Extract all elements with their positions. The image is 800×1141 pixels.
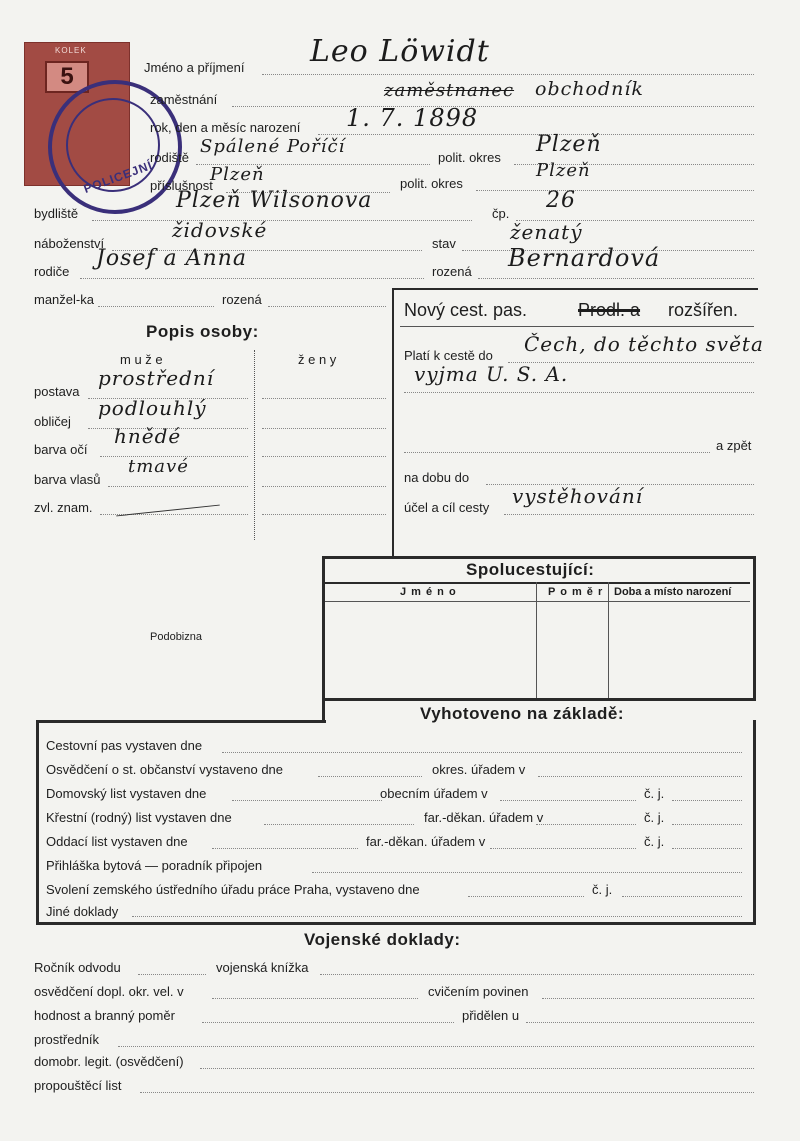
rocnik-line [138,974,206,975]
vyh-row-4b: far.-děkan. úřadem v [424,810,544,825]
vyh-line-2a [318,776,422,777]
barva-oci-label: barva očí [34,442,88,457]
barva-oci-line-zeny [262,456,386,457]
vyh-row-3c: č. j. [644,786,665,801]
seal-text: POLICEJNÍ [81,158,155,196]
rozena-label: rozená [432,264,472,279]
vyh-line-3c [672,800,742,801]
vyh-row-1: Cestovní pas vystaven dne [46,738,203,753]
spolu-col-pomer: P o m ě r [548,586,604,598]
vyh-row-5c: č. j. [644,834,665,849]
polit-okres-label-2: polit. okres [400,176,463,191]
vyh-line-5b [490,848,636,849]
zvl-znam-line-zeny [262,514,386,515]
postava-value: prostřední [98,366,215,390]
plati-value-2: vyjma U. S. A. [414,362,569,386]
polit-okres-value-1: Plzeň [536,132,602,157]
nabozenstvi-label: náboženství [34,236,105,251]
oblicej-value: podlouhlý [98,396,207,420]
barva-vlasu-value: tmavé [128,456,189,477]
rok-label: rok, den a měsíc narození [150,120,301,135]
vyhotoveno-title: Vyhotoveno na základě: [420,704,625,723]
ucel-value: vystěhování [512,484,644,508]
jmeno-value: Leo Löwidt [310,34,490,69]
pas-left-border [392,288,394,556]
prislusnost-value: Plzeň [210,164,265,185]
popis-divider [254,350,255,540]
postava-label: postava [34,384,80,399]
vyh-line-4b [536,824,636,825]
bydliste-line [92,220,472,221]
ucel-line [504,514,754,515]
rodice-line [80,278,424,279]
cvicenim-label: cvičením povinen [428,984,529,999]
pas-title-struck: Prodl. a [578,300,641,320]
pridelen-label: přidělen u [462,1008,520,1023]
rozena2-label: rozená [222,292,262,307]
vyh-row-4: Křestní (rodný) list vystaven dne [46,810,232,825]
pas-title-underline [400,326,754,327]
pas-title-a: Nový cest. pas. [404,300,528,320]
muze-label: m u ž e [120,352,163,367]
vyh-line-3b [500,800,636,801]
vyh-line-6 [312,872,742,873]
stamp-value: 5 [45,61,89,93]
vyh-line-4c [672,824,742,825]
polit-okres-line-2 [476,190,754,191]
domobr-label: domobr. legit. (osvědčení) [34,1054,184,1069]
vyh-line-3a [232,800,382,801]
hodnost-label: hodnost a branný poměr [34,1008,175,1023]
knizka-label: vojenská knížka [216,960,309,975]
cvicenim-line [542,998,754,999]
zamestnani-value: obchodník [535,78,644,100]
vyhotoveno-top-right [322,698,753,701]
zamestnani-line [232,106,754,107]
ucel-label: účel a cíl cesty [404,500,490,515]
vyh-line-8 [132,916,742,917]
osvedceni-label: osvědčení dopl. okr. vel. v [34,984,184,999]
vyh-row-2b: okres. úřadem v [432,762,526,777]
spolu-col-sep-2 [608,582,609,700]
rodiste-label: rodiště [150,150,190,165]
zamestnani-struck: zaměstnanec [384,80,515,101]
cp-value: 26 [546,188,576,213]
osvedceni-line [212,998,418,999]
vyh-row-8: Jiné doklady [46,904,119,919]
vyh-row-3b: obecním úřadem v [380,786,488,801]
zamestnani-label: zaměstnání [150,92,218,107]
prislusnost-label: příslušnost [150,178,213,193]
stav-label: stav [432,236,456,251]
nabozenstvi-value: židovské [172,218,268,242]
plati-line-2 [404,392,754,393]
zeny-label: ž e n y [298,352,337,367]
spolu-col-doba: Doba a místo narození [614,586,732,598]
vyh-line-7c [622,896,742,897]
propousteci-label: propouštěcí list [34,1078,122,1093]
vojenske-title: Vojenské doklady: [304,930,461,949]
cp-label: čp. [492,206,510,221]
jmeno-line [262,74,754,75]
vyh-line-2b [538,776,742,777]
oblicej-label: obličej [34,414,71,429]
jmeno-label: Jméno a příjmení [144,60,245,75]
vyh-row-4c: č. j. [644,810,665,825]
vyh-row-6: Přihláška bytová — poradník připojen [46,858,263,873]
domobr-line [200,1068,754,1069]
propousteci-line [140,1092,754,1093]
vyh-row-2: Osvědčení o st. občanství vystaveno dne [46,762,284,777]
vyh-line-7a [468,896,584,897]
vyh-line-4a [264,824,414,825]
spolu-title: Spolucestující: [466,560,595,579]
podobizna-label: Podobizna [150,631,202,643]
vyh-line-5c [672,848,742,849]
plati-label: Platí k cestě do [404,348,493,363]
pridelen-line [526,1022,754,1023]
bydliste-value: Plzeň Wilsonova [176,188,373,213]
rodiste-value: Spálené Poříčí [200,136,346,157]
dobu-label: na dobu do [404,470,470,485]
spolu-header-top [325,582,750,584]
popis-title: Popis osoby: [146,322,259,341]
plati-value: Čech, do těchto světa [524,332,764,356]
spolu-header-bottom [325,601,750,602]
spolu-col-sep-1 [536,582,537,700]
barva-oci-value: hnědé [114,424,182,448]
zvl-znam-label: zvl. znam. [34,500,93,515]
manzel-line [98,306,214,307]
knizka-line [320,974,754,975]
vyh-row-3: Domovský list vystaven dne [46,786,207,801]
prostrednik-line [118,1046,754,1047]
zpet-line [404,452,710,453]
zpet-label: a zpět [716,438,752,453]
rozena-value: Bernardová [508,244,661,272]
polit-okres-value-2: Plzeň [536,160,591,181]
polit-okres-label-1: polit. okres [438,150,501,165]
barva-vlasu-line-zeny [262,486,386,487]
vyh-row-7: Svolení zemského ústředního úřadu práce Praha, vystaveno dne [46,882,420,897]
rodice-value: Josef a Anna [96,246,247,271]
vyh-row-5b: far.-děkan. úřadem v [366,834,486,849]
vyh-line-1 [222,752,742,753]
pas-top-border [392,288,758,290]
oblicej-line-zeny [262,428,386,429]
rozena2-line [268,306,386,307]
hodnost-line [202,1022,454,1023]
vyh-line-5a [212,848,358,849]
prostrednik-label: prostředník [34,1032,100,1047]
vyhotoveno-step [322,698,325,722]
rodice-label: rodiče [34,264,70,279]
vyh-row-5: Oddací list vystaven dne [46,834,188,849]
rok-value: 1. 7. 1898 [346,104,479,132]
stav-value: ženatý [510,220,583,244]
postava-line-zeny [262,398,386,399]
vyh-row-7c: č. j. [592,882,613,897]
stamp-word: KOLEK [55,46,87,55]
barva-vlasu-line [108,486,248,487]
barva-vlasu-label: barva vlasů [34,472,101,487]
vyhotoveno-top-left [36,720,326,723]
pas-title-b: rozšířen. [668,300,739,320]
bydliste-label: bydliště [34,206,79,221]
rozena-line [478,278,754,279]
rocnik-label: Ročník odvodu [34,960,121,975]
manzel-label: manžel-ka [34,292,94,307]
spolu-col-jmeno: J m é n o [400,586,457,598]
